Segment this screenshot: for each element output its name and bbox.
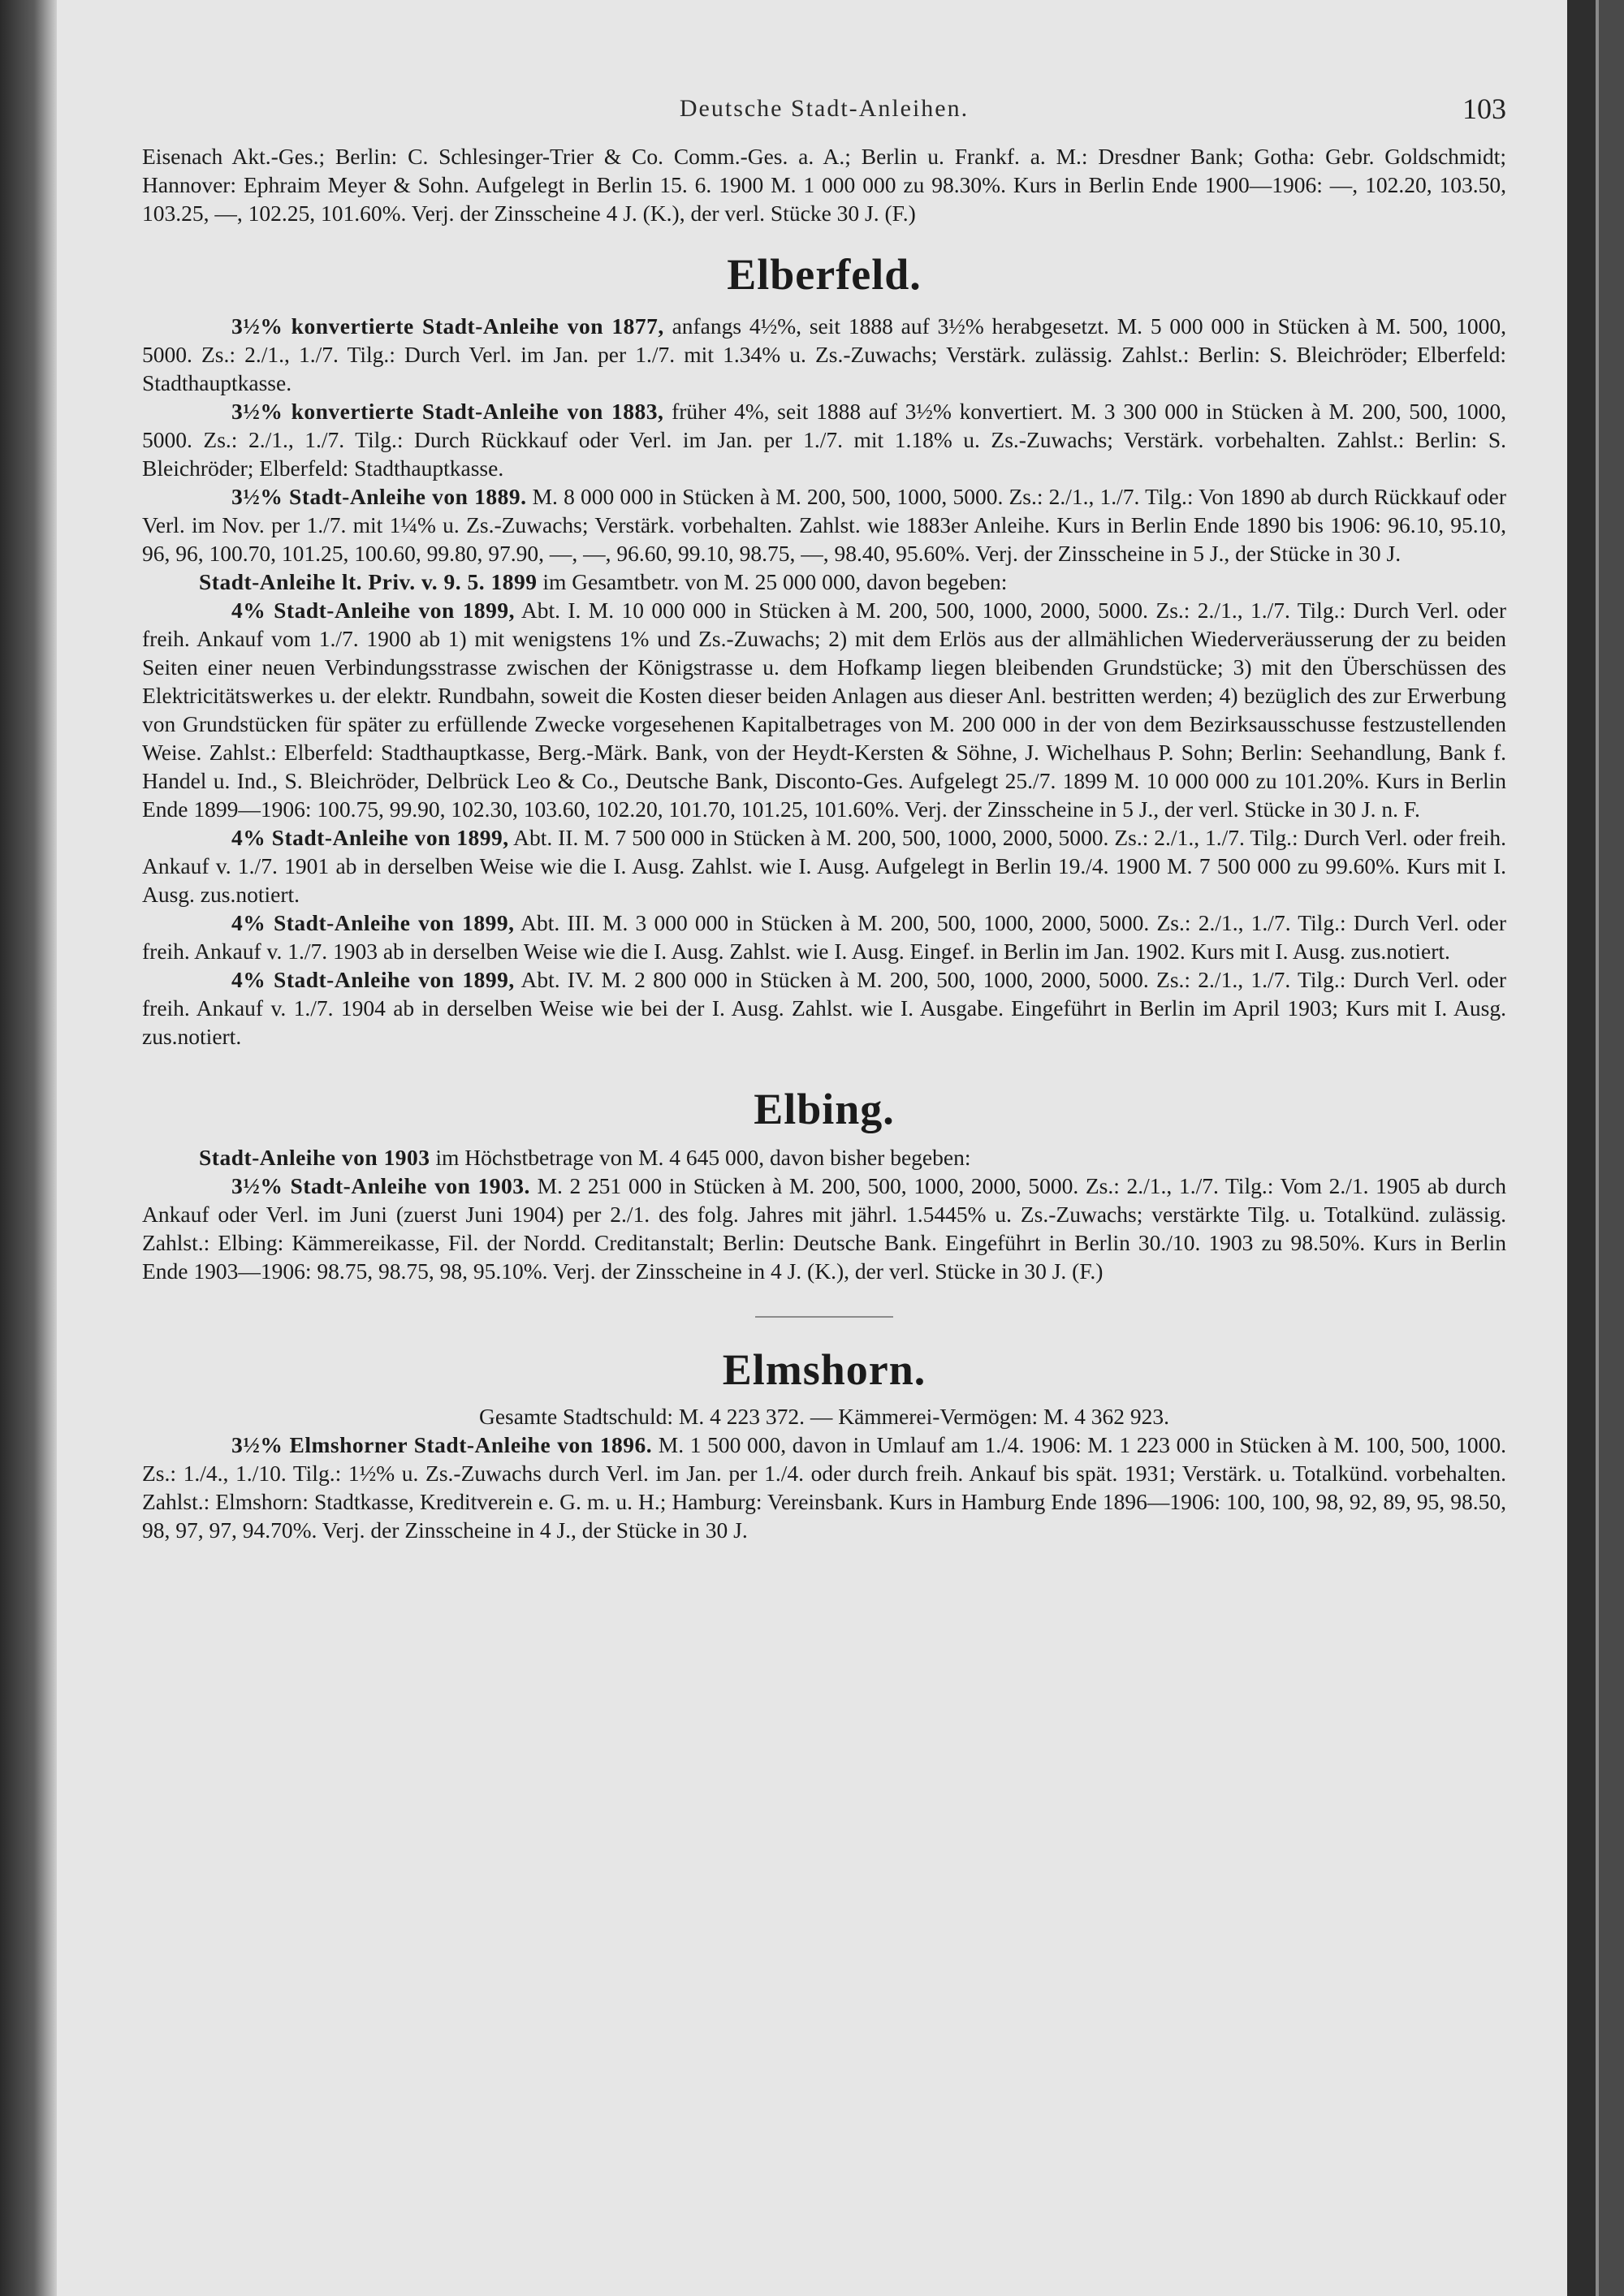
loan-title: 4% Stadt-Anleihe von 1899, (231, 825, 509, 850)
loan-entry (142, 1143, 1506, 1172)
city-finance-summary: Gesamte Stadtschuld: M. 4 223 372. — Kämmerei-Vermögen: M. 4 362 923. (478, 1404, 1170, 1429)
loan-entry (142, 908, 1506, 965)
loan-title: 3½% Stadt-Anleihe von 1889. (231, 484, 527, 509)
section-divider (755, 1316, 893, 1318)
page-number: 103 (1462, 93, 1506, 125)
loan-entry (142, 397, 1506, 482)
loan-title: Stadt-Anleihe lt. Priv. v. 9. 5. 1899 (199, 569, 538, 594)
running-title: Deutsche Stadt-Anleihen. (679, 95, 970, 122)
running-head (142, 85, 1506, 142)
loan-text: Abt. I. M. 10 000 000 in Stücken à M. 200, 500, 1000, 2000, 5000. Zs.: 2./1., 1./7. Tilg.: Durch Verl. oder freih. Ankauf vom 1./7. 1900 ab 1) mit wenigstens 1% und Zs.-Zuwachs; 2) mit dem Erlös aus der allmählichen Wiederveräusserung der zu beiden Seiten einer neuen Verbindungsstrasse zwischen der Königstrasse u. dem Hofkamp liegen bleibenden Grundstücke; 3) mit den Überschüssen des Elektricitätswerkes u. der elektr. Rundbahn, soweit die Kosten dieser beiden Anlagen aus dieser Anl. bestritten werden; 4) bezüglich des zur Erwerbung von Grundstücken für später zu erfüllende Zwecke vorgesehenen Kapitalbetrages von M. 200 000 in der von dem Bezirksausschusse festzustellenden Weise. Zahlst.: Elberfeld: Stadthauptkasse, Berg.-Märk. Bank, von der Heydt-Kersten & Söhne, J. Wichelhaus P. Sohn; Berlin: Seehandlung, Bank f. Handel u. Ind., S. Bleichröder, Delbrück Leo & Co., Deutsche Bank, Disconto-Ges. Aufgelegt 25./7. 1899 M. 10 000 000 zu 101.20%. Kurs in Berlin Ende 1899—1906: 100.75, 99.90, 102.30, 103.60, 102.20, 101.70, 101.25, 101.60%. Verj. der Zinsscheine in 5 J., der verl. Stücke in 30 J. n. F. (142, 598, 1507, 822)
loan-text: Abt. IV. M. 2 800 000 in Stücken à M. 200, 500, 1000, 2000, 5000. Zs.: 2./1., 1./7. Tilg.: Durch Verl. oder freih. Ankauf v. 1./7. 1904 ab in derselben Weise wie bei der I. Ausg. Zahlst. wie I. Ausgabe. Eingeführt in Berlin im April 1903; Kurs mit I. Ausg. zus.notiert. (142, 967, 1506, 1049)
loan-text: früher 4%, seit 1888 auf 3½% konvertiert. M. 3 300 000 in Stücken à M. 200, 500, 1000, 5000. Zs.: 2./1., 1./7. Tilg.: Durch Rückkauf oder Verl. im Jan. per 1./7. mit 1.18% u. Zs.-Zuwachs; Verstärk. vorbehalten. Zahlst.: Berlin: S. Bleichröder; Elberfeld: Stadthauptkasse. (142, 399, 1506, 481)
loan-title: 3½% konvertierte Stadt-Anleihe von 1877, (231, 313, 664, 339)
loan-entry (142, 1431, 1506, 1544)
loan-title: 3½% Stadt-Anleihe von 1903. (231, 1173, 530, 1198)
loan-entry (142, 568, 1506, 596)
loan-entry (142, 965, 1506, 1051)
page-edge-shadow (1567, 0, 1596, 2296)
loan-entry (142, 1172, 1506, 1285)
page-content (142, 85, 1506, 1544)
book-spine-shadow (0, 0, 57, 2296)
loan-title: 4% Stadt-Anleihe von 1899, (231, 598, 516, 623)
loan-entry (142, 596, 1506, 823)
loan-text: anfangs 4½%, seit 1888 auf 3½% herabgesetzt. M. 5 000 000 in Stücken à M. 500, 1000, 5000. Zs.: 2./1., 1./7. Tilg.: Durch Verl. im Jan. per 1./7. mit 1.34% u. Zs.-Zuwachs; Verstärk. zulässig. Zahlst.: Berlin: S. Bleichröder; Elberfeld: Stadthauptkasse. (142, 313, 1506, 395)
city-heading-elberfeld: Elberfeld. (727, 250, 922, 299)
city-heading-elmshorn: Elmshorn. (722, 1345, 926, 1394)
loan-title: 4% Stadt-Anleihe von 1899, (231, 910, 515, 935)
city-heading-elbing: Elbing. (754, 1085, 895, 1133)
loan-text: im Gesamtbetr. von M. 25 000 000, davon begeben: (537, 569, 1008, 594)
loan-text: im Höchstbetrage von M. 4 645 000, davon bisher begeben: (430, 1145, 971, 1170)
eisenach-continuation: Eisenach Akt.-Ges.; Berlin: C. Schlesinger-Trier & Co. Comm.-Ges. a. A.; Berlin u. Frankf. a. M.: Dresdner Bank; Gotha: Gebr. Goldschmidt; Hannover: Ephraim Meyer & Sohn. Aufgelegt in Berlin 15. 6. 1900 M. 1 000 000 zu 98.30%. Kurs in Berlin Ende 1900—1906: —, 102.20, 103.50, 103.25, —, 102.25, 101.60%. Verj. der Zinsscheine 4 J. (K.), der verl. Stücke 30 J. (F.) (142, 144, 1506, 226)
loan-title: 3½% konvertierte Stadt-Anleihe von 1883, (231, 399, 664, 424)
loan-title: 4% Stadt-Anleihe von 1899, (231, 967, 515, 992)
loan-title: Stadt-Anleihe von 1903 (199, 1145, 430, 1170)
loan-entry (142, 482, 1506, 568)
loan-text: M. 1 500 000, davon in Umlauf am 1./4. 1906: M. 1 223 000 in Stücken à M. 100, 500, 1000. Zs.: 1./4., 1./10. Tilg.: 1½% u. Zs.-Zuwachs durch Verl. im Jan. per 1./4. oder durch freih. Ankauf bis spät. 1931; Verstärk. u. Totalkünd. vorbehalten. Zahlst.: Elmshorn: Stadtkasse, Kreditverein e. G. m. u. H.; Hamburg: Vereinsbank. Kurs in Hamburg Ende 1896—1906: 100, 100, 98, 92, 89, 95, 98.50, 98, 97, 97, 94.70%. Verj. der Zinsscheine in 4 J., der Stücke in 30 J. (142, 1432, 1506, 1543)
loan-entry (142, 312, 1506, 397)
loan-title: 3½% Elmshorner Stadt-Anleihe von 1896. (231, 1432, 653, 1457)
loan-text: Abt. III. M. 3 000 000 in Stücken à M. 200, 500, 1000, 2000, 5000. Zs.: 2./1., 1./7. Tilg.: Durch Verl. oder freih. Ankauf v. 1./7. 1903 ab in derselben Weise wie die I. Ausg. Zahlst. wie I. Ausg. Eingef. in Berlin im Jan. 1902. Kurs mit I. Ausg. zus.notiert. (142, 910, 1507, 964)
loan-text: M. 2 251 000 in Stücken à M. 200, 500, 1000, 2000, 5000. Zs.: 2./1., 1./7. Tilg.: Vom 2./1. 1905 ab durch Ankauf oder Verl. im Juni (zuerst Juni 1904) per 2./1. des folg. Jahres mit jährl. 1.5445% u. Zs.-Zuwachs; verstärkte Tilg. u. Totalkünd. zulässig. Zahlst.: Elbing: Kämmereikasse, Fil. der Nordd. Creditanstalt; Berlin: Deutsche Bank. Eingeführt in Berlin 30./10. 1903 zu 98.50%. Kurs in Berlin Ende 1903—1906: 98.75, 98.75, 98, 95.10%. Verj. der Zinsscheine in 4 J. (K.), der verl. Stücke in 30 J. (F.) (142, 1173, 1506, 1284)
book-page (57, 0, 1599, 2296)
loan-text: Abt. II. M. 7 500 000 in Stücken à M. 200, 500, 1000, 2000, 5000. Zs.: 2./1., 1./7. Tilg.: Durch Verl. oder freih. Ankauf v. 1./7. 1901 ab in derselben Weise wie die I. Ausg. Zahlst. wie I. Ausg. Aufgelegt in Berlin 19./4. 1900 M. 7 500 000 zu 99.60%. Kurs mit I. Ausg. zus.notiert. (142, 825, 1506, 907)
loan-entry (142, 823, 1506, 908)
loan-text: M. 8 000 000 in Stücken à M. 200, 500, 1000, 5000. Zs.: 2./1., 1./7. Tilg.: Von 1890 ab durch Rückkauf oder Verl. im Nov. per 1./7. mit 1¼% u. Zs.-Zuwachs; Verstärk. vorbehalten. Zahlst. wie 1883er Anleihe. Kurs in Berlin Ende 1890 bis 1906: 96.10, 95.10, 96, 96, 100.70, 101.25, 100.60, 99.80, 97.90, —, —, 96.60, 99.10, 98.75, —, 98.40, 95.60%. Verj. der Zinsscheine in 5 J., der Stücke in 30 J. (142, 484, 1507, 566)
